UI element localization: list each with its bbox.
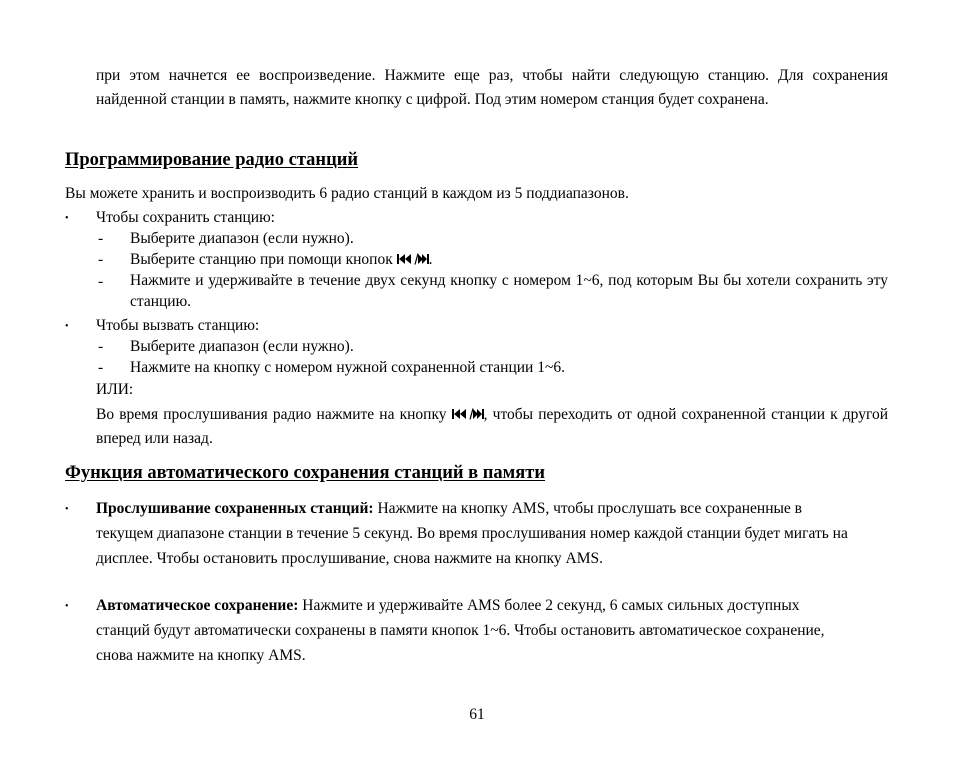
bullet-icon: • [65, 321, 69, 332]
skip-back-forward-icon [452, 408, 484, 420]
lead-paragraph: Вы можете хранить и воспроизводить 6 радио станций в каждом из 5 поддиапазонов. [65, 185, 629, 202]
ams-item-autosave: Автоматическое сохранение: Нажмите и удерживайте AMS более 2 секунд, 6 самых сильных доступных станций будут автоматически сохранены в памяти кнопок 1~6. Чтобы остановить автоматическое сохранение, снова нажмите на кнопку AMS. [96, 597, 825, 664]
dash-icon: - [98, 338, 104, 355]
dash-icon: - [98, 251, 104, 268]
recall-step-2: Нажмите на кнопку с номером нужной сохраненной станции 1~6. [130, 359, 565, 376]
or-label: ИЛИ: [96, 381, 134, 398]
save-station-label: Чтобы сохранить станцию: [96, 209, 275, 226]
heading-auto-memory: Функция автоматического сохранения станций в памяти [65, 463, 546, 483]
save-step-1: Выберите диапазон (если нужно). [130, 230, 354, 247]
dash-icon: - [98, 273, 104, 290]
dash-icon: - [98, 230, 104, 247]
skip-forward-icon [473, 409, 484, 419]
save-step-2: Выберите станцию при помощи кнопок . [130, 251, 433, 268]
recall-alternative: Во время прослушивания радио нажмите на кнопку , чтобы переходить от одной сохраненной станции к другой вперед или назад. [96, 406, 888, 447]
skip-back-icon [397, 254, 411, 264]
ams-item-listen: Прослушивание сохраненных станций: Нажмите на кнопку AMS, чтобы прослушать все сохраненные в текущем диапазоне станции в течение 5 секунд. Во время прослушивания номер каждой станции будет мигать на дисплее. Чтобы остановить прослушивание, снова нажмите на кнопку AMS. [96, 500, 848, 567]
skip-back-icon [452, 409, 466, 419]
heading-radio-programming: Программирование радио станций [65, 150, 359, 170]
intro-paragraph: при этом начнется ее воспроизведение. Нажмите еще раз, чтобы найти следующую станцию. Для сохранения найденной станции в память, нажмите кнопку с цифрой. Под этим номером станция будет сохранена. [96, 67, 888, 108]
skip-back-forward-icon [397, 253, 429, 265]
dash-icon: - [98, 359, 104, 376]
recall-step-1: Выберите диапазон (если нужно). [130, 338, 354, 355]
page-number: 61 [469, 706, 485, 723]
skip-forward-icon [418, 254, 429, 264]
bullet-icon: • [65, 601, 69, 612]
bullet-icon: • [65, 213, 69, 224]
bullet-icon: • [65, 504, 69, 515]
recall-station-label: Чтобы вызвать станцию: [96, 317, 260, 334]
save-step-3: Нажмите и удерживайте в течение двух секунд кнопку с номером 1~6, под которым Вы бы хотели сохранить эту станцию. [130, 272, 888, 310]
